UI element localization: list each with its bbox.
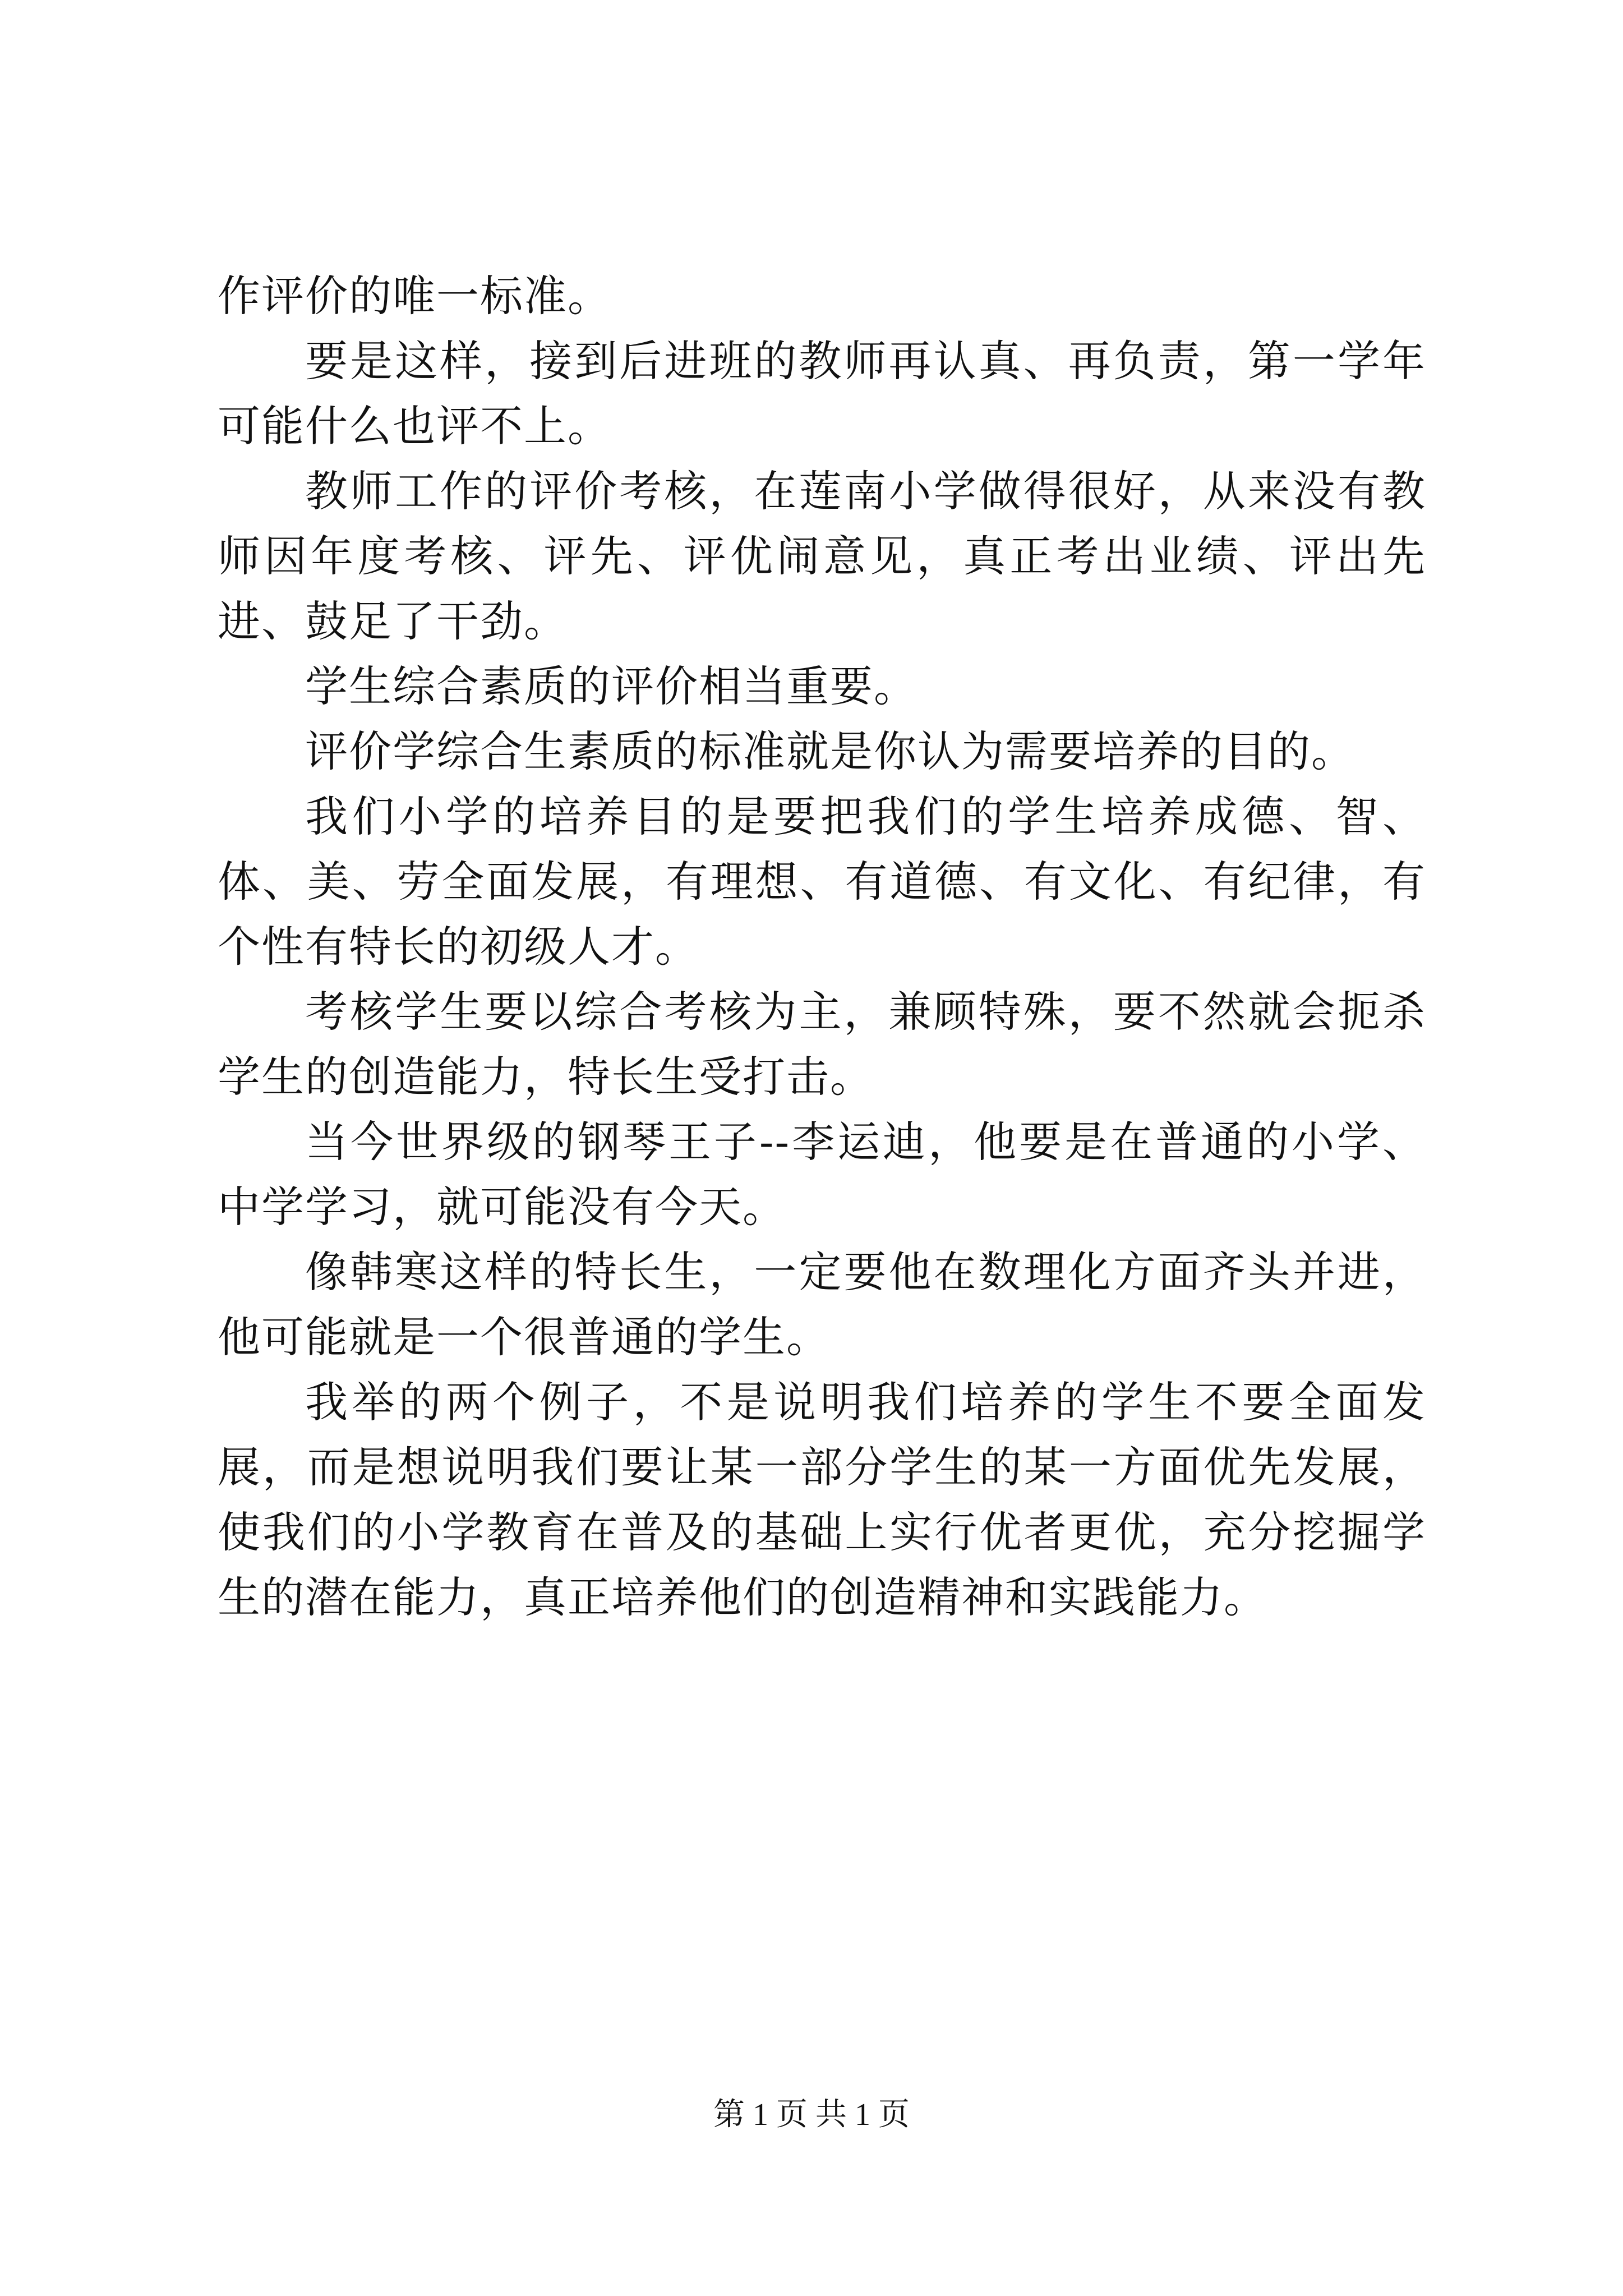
document-body [218, 264, 1426, 1630]
paragraph-6: 我们小学的培养目的是要把我们的学生培养成德、智、体、美、劳全面发展，有理想、有道德、有文化、有纪律，有个性有特长的初级人才。 [218, 792, 1426, 972]
paragraph-9: 像韩寒这样的特长生，一定要他在数理化方面齐头并进，他可能就是一个很普通的学生。 [218, 1247, 1426, 1362]
paragraph-8: 当今世界级的钢琴王子--李运迪，他要是在普通的小学、中学学习，就可能没有今天。 [218, 1117, 1426, 1232]
page-footer: 第 1 页 共 1 页 [713, 2097, 910, 2132]
paragraph-1: 作评价的唯一标准。 [218, 271, 611, 321]
paragraph-7: 考核学生要以综合考核为主，兼顾特殊，要不然就会扼杀学生的创造能力，特长生受打击。 [218, 987, 1426, 1102]
paragraph-5: 评价学综合生素质的标准就是你认为需要培养的目的。 [305, 726, 1355, 776]
paragraph-4: 学生综合素质的评价相当重要。 [305, 661, 917, 711]
paragraph-2: 要是这样，接到后进班的教师再认真、再负责，第一学年可能什么也评不上。 [218, 336, 1426, 451]
paragraph-10: 我举的两个例子，不是说明我们培养的学生不要全面发展，而是想说明我们要让某一部分学生的某一方面优先发展，使我们的小学教育在普及的基础上实行优者更优，充分挖掘学生的潜在能力，真正培养他们的创造精神和实践能力。 [218, 1377, 1426, 1622]
paragraph-3: 教师工作的评价考核，在莲南小学做得很好，从来没有教师因年度考核、评先、评优闹意见，真正考出业绩、评出先进、鼓足了干劲。 [218, 466, 1426, 646]
